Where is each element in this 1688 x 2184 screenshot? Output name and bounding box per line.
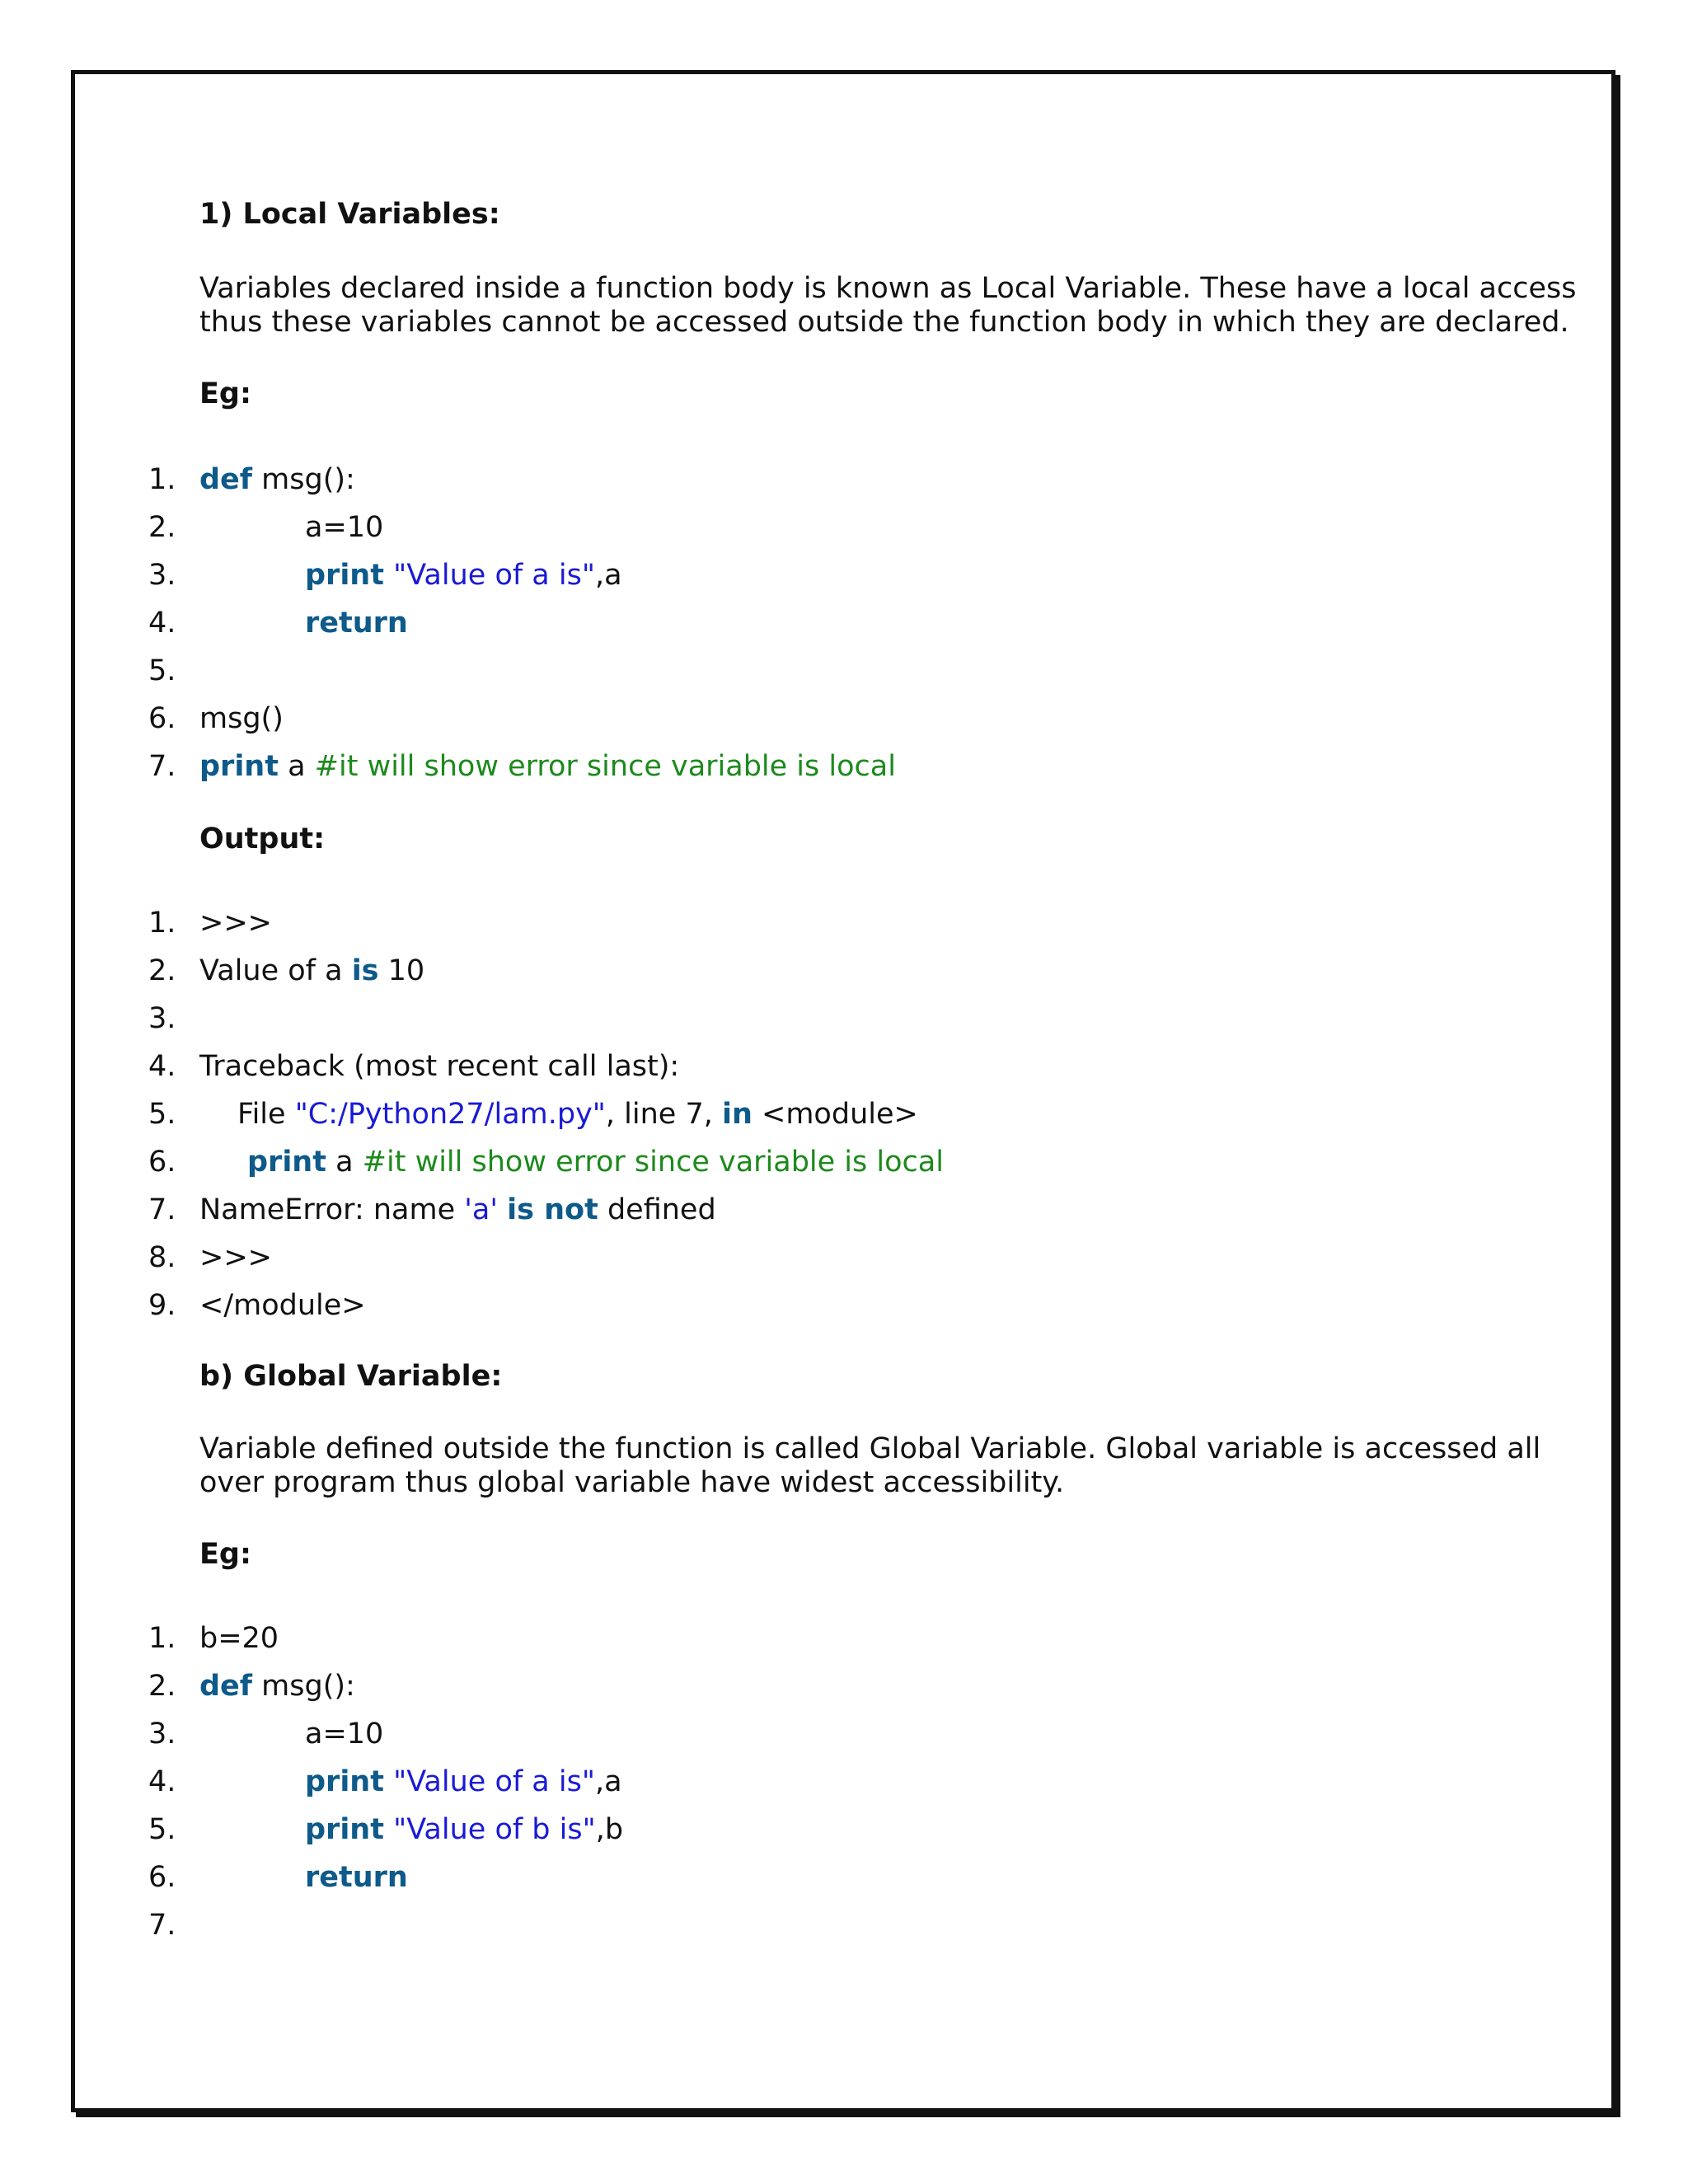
code-token: a — [278, 750, 315, 783]
keyword-token: is — [351, 954, 379, 987]
line-number: 4. — [148, 1050, 176, 1083]
line-number: 4. — [148, 1765, 176, 1798]
string-token: 'a' — [464, 1193, 498, 1226]
code-token — [384, 1765, 393, 1798]
code-token: Traceback (most recent call last): — [199, 1050, 680, 1083]
description-line: over program thus global variable have widest accessibility. — [199, 1466, 1065, 1499]
code-line — [148, 463, 355, 499]
line-number: 7. — [148, 1193, 176, 1226]
line-number: 2. — [148, 954, 176, 987]
line-number: 9. — [148, 1289, 176, 1322]
code-text — [199, 1622, 279, 1655]
keyword-token: print — [199, 750, 279, 783]
code-token: , line 7, — [605, 1098, 722, 1131]
code-text — [305, 1765, 622, 1798]
line-number: 6. — [148, 1861, 176, 1894]
local-eg-label: Eg: — [199, 377, 251, 410]
code-token: >>> — [199, 1241, 272, 1274]
code-token: defined — [598, 1193, 716, 1226]
code-line — [148, 1765, 622, 1802]
line-number: 5. — [148, 1098, 176, 1131]
code-token: a=10 — [305, 511, 384, 544]
code-token: msg(): — [252, 1670, 355, 1703]
output-line — [148, 907, 272, 943]
output-text — [199, 1289, 366, 1322]
code-line — [148, 1909, 199, 1945]
code-token: msg(): — [252, 463, 355, 496]
line-number: 1. — [148, 1622, 176, 1655]
output-text — [199, 1193, 716, 1226]
output-text — [199, 1241, 272, 1274]
line-number: 3. — [148, 1718, 176, 1750]
code-token: ,a — [594, 1765, 622, 1798]
code-token: File — [237, 1098, 295, 1131]
code-text — [305, 511, 383, 544]
code-token: b=20 — [199, 1622, 279, 1655]
code-token: msg() — [199, 702, 284, 735]
keyword-token: return — [305, 1861, 408, 1894]
code-line — [148, 1670, 355, 1706]
code-token: ,a — [594, 559, 622, 592]
line-number: 5. — [148, 1813, 176, 1846]
line-number: 3. — [148, 1002, 176, 1035]
code-line — [148, 750, 896, 786]
line-number: 7. — [148, 750, 176, 783]
line-number: 1. — [148, 907, 176, 940]
output-text — [199, 954, 424, 987]
description-line: Variable defined outside the function is called Global Variable. Global variable is accessed all — [199, 1432, 1541, 1465]
code-token: ,b — [595, 1813, 624, 1846]
keyword-token: print — [305, 1765, 384, 1798]
code-text — [305, 1813, 623, 1846]
output-text — [237, 1098, 918, 1131]
code-line — [148, 1861, 408, 1897]
code-text — [199, 463, 355, 496]
output-line — [148, 1146, 944, 1182]
local-variables-description — [199, 272, 1577, 340]
code-text — [305, 607, 408, 640]
keyword-token: in — [721, 1098, 753, 1131]
string-token: "Value of a is" — [393, 1765, 595, 1798]
code-token: NameError: name — [199, 1193, 465, 1226]
output-line — [148, 1098, 918, 1134]
comment-token: #it will show error since variable is local — [314, 750, 896, 783]
keyword-token: def — [199, 1670, 253, 1703]
code-line — [148, 654, 199, 691]
code-line — [148, 702, 284, 738]
code-token — [384, 559, 393, 592]
string-token: "Value of a is" — [393, 559, 595, 592]
output-line — [148, 1289, 366, 1325]
code-token — [498, 1193, 507, 1226]
keyword-token: return — [305, 607, 408, 640]
output-line — [148, 1002, 199, 1038]
comment-token: #it will show error since variable is local — [362, 1146, 944, 1179]
code-text — [199, 750, 896, 783]
code-token — [384, 1813, 393, 1846]
output-text — [247, 1146, 944, 1179]
code-text — [199, 1670, 355, 1703]
line-number: 1. — [148, 463, 176, 496]
code-text — [305, 1861, 408, 1894]
line-number: 6. — [148, 702, 176, 735]
code-line — [148, 559, 622, 595]
string-token: "Value of b is" — [393, 1813, 596, 1846]
global-variable-description — [199, 1432, 1541, 1500]
code-line — [148, 1813, 623, 1849]
output-line — [148, 954, 424, 991]
code-token: 10 — [378, 954, 425, 987]
code-text — [199, 702, 284, 735]
output-line — [148, 1241, 272, 1277]
line-number: 4. — [148, 607, 176, 640]
keyword-token: is not — [507, 1193, 598, 1226]
line-number: 6. — [148, 1146, 176, 1179]
line-number: 7. — [148, 1909, 176, 1942]
global-variable-heading: b) Global Variable: — [199, 1360, 503, 1393]
code-line — [148, 511, 383, 547]
keyword-token: print — [305, 559, 384, 592]
global-eg-label: Eg: — [199, 1538, 251, 1571]
code-token: </module> — [199, 1289, 366, 1322]
page-border — [71, 70, 1615, 2112]
code-token: >>> — [199, 907, 272, 940]
description-line: thus these variables cannot be accessed outside the function body in which they are declared. — [199, 306, 1569, 339]
code-line — [148, 1718, 383, 1754]
output-text — [199, 907, 272, 940]
code-token: a=10 — [305, 1718, 384, 1750]
keyword-token: def — [199, 463, 253, 496]
keyword-token: print — [247, 1146, 326, 1179]
code-text — [305, 1718, 383, 1750]
output-line — [148, 1050, 679, 1086]
code-line — [148, 1622, 279, 1658]
string-token: "C:/Python27/lam.py" — [294, 1098, 606, 1131]
description-line: Variables declared inside a function body is known as Local Variable. These have a local access — [199, 272, 1577, 305]
local-variables-heading: 1) Local Variables: — [199, 198, 500, 231]
code-line — [148, 607, 408, 643]
line-number: 2. — [148, 511, 176, 544]
code-token: a — [326, 1146, 363, 1179]
line-number: 3. — [148, 559, 176, 592]
keyword-token: print — [305, 1813, 384, 1846]
line-number: 8. — [148, 1241, 176, 1274]
code-text — [305, 559, 622, 592]
code-token: Value of a — [199, 954, 352, 987]
output-line — [148, 1193, 716, 1230]
code-token: <module> — [752, 1098, 918, 1131]
line-number: 2. — [148, 1670, 176, 1703]
line-number: 5. — [148, 654, 176, 687]
output-label: Output: — [199, 823, 326, 855]
output-text — [199, 1050, 679, 1083]
